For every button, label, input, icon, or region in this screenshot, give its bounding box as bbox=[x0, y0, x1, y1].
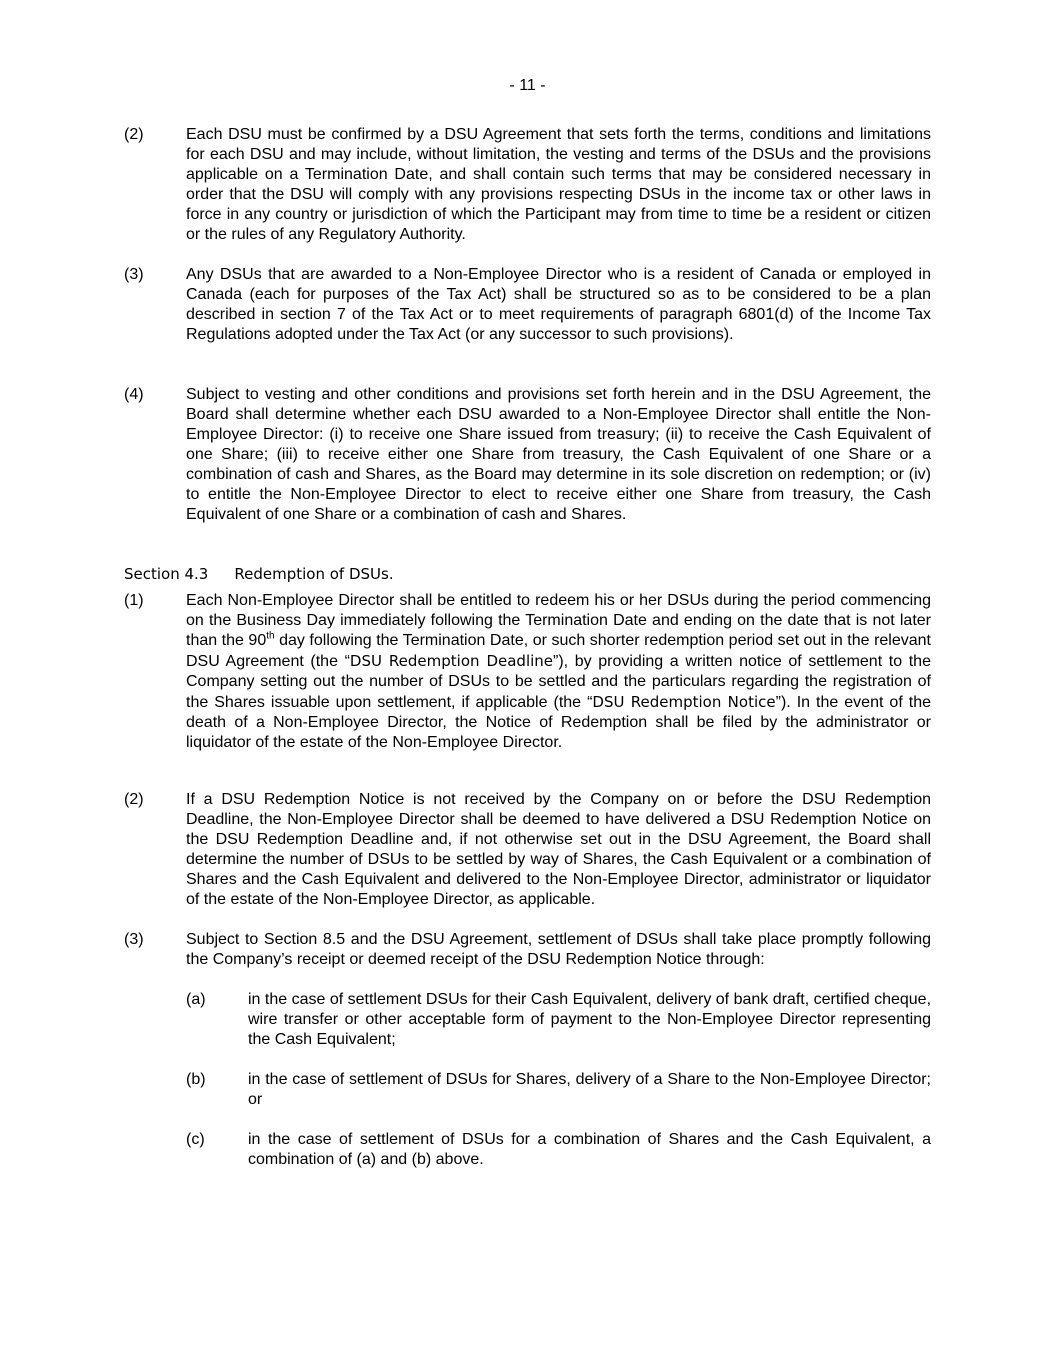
section-title: Redemption of DSUs. bbox=[234, 565, 394, 583]
sub-item-text: in the case of settlement of DSUs for Shares, delivery of a Share to the Non-Employee Director; or bbox=[248, 1071, 931, 1108]
paragraph-text bbox=[186, 591, 931, 753]
sub-item-number: (a) bbox=[186, 991, 206, 1008]
paragraph-text: Each DSU must be confirmed by a DSU Agreement that sets forth the terms, conditions and limitations for each DSU and may include, without limitation, the vesting and terms of the DSUs and the provisions applicable on a Termination Date, and shall contain such terms that may be considered necessary in order that the DSU will comply with any provisions respecting DSUs in the income tax or other laws in force in any country or jurisdiction of which the Participant may from time to time be a resident or citizen or the rules of any Regulatory Authority. bbox=[186, 126, 931, 243]
sub-item-a bbox=[186, 990, 931, 1050]
sub-item-b bbox=[186, 1070, 931, 1110]
redemption-paragraph-3 bbox=[124, 930, 931, 970]
paragraph-number: (3) bbox=[124, 266, 144, 283]
paragraph-text: Subject to vesting and other conditions and provisions set forth herein and in the DSU Agreement, the Board shall determine whether each DSU awarded to a Non-Employee Director shall entitle the Non-Employee Director: (i) to receive one Share issued from treasury; (ii) to receive the Cash Equivalent of one Share; (iii) to receive either one Share from treasury, the Cash Equivalent of one Share or a combination of cash and Shares, as the Board may determine in its sole discretion on redemption; or (iv) to entitle the Non-Employee Director to elect to receive either one Share from treasury, the Cash Equivalent of one Share or a combination of cash and Shares. bbox=[186, 386, 931, 523]
sub-item-text: in the case of settlement of DSUs for a combination of Shares and the Cash Equivalent, a combination of (a) and (b) above. bbox=[248, 1131, 931, 1168]
sub-item-number: (b) bbox=[186, 1071, 206, 1088]
paragraph-2 bbox=[124, 125, 931, 245]
paragraph-number: (4) bbox=[124, 386, 144, 403]
text-segment: Each Non-Employee Director shall be entitled to redeem his or her DSUs during the period commencing on the Business Day immediately following the Termination Date and ending on the date that is not later than the 90 bbox=[186, 592, 931, 649]
sub-item-number: (c) bbox=[186, 1131, 205, 1148]
redemption-paragraph-1 bbox=[124, 591, 931, 753]
paragraph-text: If a DSU Redemption Notice is not received by the Company on or before the DSU Redemption Deadline, the Non-Employee Director shall be deemed to have delivered a DSU Redemption Notice on the DSU Redemption Deadline and, if not otherwise set out in the DSU Agreement, the Board shall determine the number of DSUs to be settled by way of Shares, the Cash Equivalent or a combination of Shares and the Cash Equivalent and delivered to the Non-Employee Director, administrator or liquidator of the estate of the Non-Employee Director, as applicable. bbox=[186, 791, 931, 908]
text-segment: day following the Termination Date, or such shorter redemption period set out in the relevant DSU Agreement (the “ bbox=[186, 632, 931, 670]
paragraph-text: Subject to Section 8.5 and the DSU Agreement, settlement of DSUs shall take place promptly following the Company’s receipt or deemed receipt of the DSU Redemption Notice through: bbox=[186, 931, 931, 968]
section-label: Section 4.3 bbox=[124, 565, 209, 583]
paragraph-number: (1) bbox=[124, 592, 144, 609]
text-segment: ”), by providing a written notice of settlement to the Company setting out the number of DSUs to be settled and the particulars regarding the registration of the Shares issuable upon settlement, if applicable (the “ bbox=[186, 653, 931, 711]
ordinal-suffix: th bbox=[266, 630, 275, 642]
paragraph-text: Any DSUs that are awarded to a Non-Employee Director who is a resident of Canada or employed in Canada (each for purposes of the Tax Act) shall be structured so as to be considered to be a plan described in section 7 of the Tax Act or to meet requirements of paragraph 6801(d) of the Income Tax Regulations adopted under the Tax Act (or any successor to such provisions). bbox=[186, 266, 931, 343]
defined-term: DSU Redemption Notice bbox=[592, 693, 776, 711]
page-number: - 11 - bbox=[509, 77, 546, 94]
redemption-paragraph-2 bbox=[124, 790, 931, 910]
sub-item-text: in the case of settlement DSUs for their Cash Equivalent, delivery of bank draft, certified cheque, wire transfer or other acceptable form of payment to the Non-Employee Director representing the Cash Equivalent; bbox=[248, 991, 932, 1048]
paragraph-3 bbox=[124, 265, 931, 345]
paragraph-number: (2) bbox=[124, 791, 144, 808]
paragraph-number: (2) bbox=[124, 126, 144, 143]
defined-term: DSU Redemption Deadline bbox=[349, 652, 554, 670]
paragraph-4 bbox=[124, 385, 931, 525]
section-heading bbox=[124, 564, 394, 584]
sub-item-c bbox=[186, 1130, 931, 1170]
text-segment: ”). In the event of the death of a Non-Employee Director, the Notice of Redemption shall be filed by the administrator or liquidator of the estate of the Non-Employee Director. bbox=[186, 694, 931, 751]
paragraph-number: (3) bbox=[124, 931, 144, 948]
